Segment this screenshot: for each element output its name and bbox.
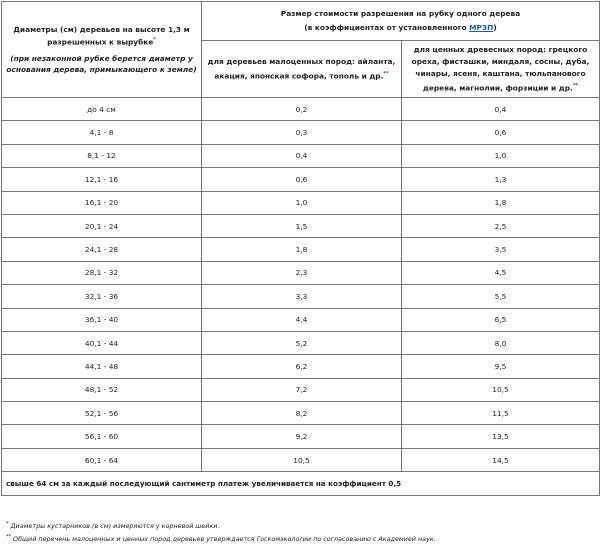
table-row [2,308,600,331]
footnote-1: * Диаметры кустарников (в см) измеряются у корневой шейки. [6,521,220,531]
valuable-cell: 13,5 [402,425,600,448]
table-row [2,261,600,284]
low-value-cell: 10,5 [202,448,402,471]
diameter-cell: 44,1 - 48 [2,355,202,378]
table-row [2,402,600,425]
cost-column-header [202,2,600,41]
valuable-cell: 0,6 [402,121,600,144]
footnote-marker[interactable]: ** [383,70,389,77]
footnotes [6,519,596,545]
diameter-cell: 56,1 - 60 [2,425,202,448]
diameter-cell: 12,1 - 16 [2,168,202,191]
diameter-cell: 36,1 - 40 [2,308,202,331]
diameter-column-header [2,2,202,98]
low-value-cell: 9,2 [202,425,402,448]
valuable-cell: 9,5 [402,355,600,378]
cost-header-subtitle: (в коэффициентах от установленного МРЗП) [304,23,497,32]
diameter-cell: 52,1 - 56 [2,402,202,425]
valuable-cell: 8,0 [402,331,600,354]
low-value-cell: 8,2 [202,402,402,425]
diameter-header-note: (при незаконной рубке берется диаметр у основания дерева, примыкающего к земле) [6,54,197,75]
table-row [2,238,600,261]
footnote-marker[interactable]: ** [572,82,579,89]
valuable-cell: 6,5 [402,308,600,331]
table-row [2,425,600,448]
table-row [2,378,600,401]
table-row [2,448,600,471]
diameter-cell: 60,1 - 64 [2,448,202,471]
low-value-cell: 1,5 [202,214,402,237]
low-value-cell: 0,4 [202,144,402,167]
valuable-cell: 10,5 [402,378,600,401]
table-row [2,191,600,214]
footnote-2: ** Общий перечень малоценных и ценных пород деревьев утверждается Госкомэкологии по согласованию с Академией наук. [6,534,436,544]
low-value-cell: 7,2 [202,378,402,401]
table-row [2,355,600,378]
low-value-cell: 1,0 [202,191,402,214]
low-value-cell: 2,3 [202,261,402,284]
diameter-cell: 4,1 - 8 [2,121,202,144]
table-row [2,98,600,121]
valuable-species-header: для ценных древесных пород: грецкого ореха, фисташки, миндаля, сосны, дуба, чинары, ясеня, каштана, тюльпанового дерева, магнолии, форзиции и др.** [402,41,600,98]
valuable-cell: 2,5 [402,214,600,237]
low-value-cell: 3,3 [202,285,402,308]
valuable-cell: 1,3 [402,168,600,191]
diameter-cell: 8,1 - 12 [2,144,202,167]
low-value-cell: 6,2 [202,355,402,378]
valuable-cell: 11,5 [402,402,600,425]
diameter-cell: 24,1 - 28 [2,238,202,261]
valuable-cell: 4,5 [402,261,600,284]
mrzp-link[interactable]: МРЗП [469,23,494,32]
valuable-cell: 5,5 [402,285,600,308]
footnote-marker[interactable]: * [153,36,156,43]
diameter-cell: 40,1 - 44 [2,331,202,354]
diameter-cell: 48,1 - 52 [2,378,202,401]
table-row [2,121,600,144]
diameter-cell: 28,1 - 32 [2,261,202,284]
low-value-cell: 1,8 [202,238,402,261]
table-row [2,285,600,308]
cost-header-title: Размер стоимости разрешения на рубку одного дерева [280,9,521,18]
table-row [2,214,600,237]
diameter-cell: до 4 см [2,98,202,121]
table-row [2,144,600,167]
valuable-cell: 0,4 [402,98,600,121]
valuable-cell: 1,0 [402,144,600,167]
low-value-cell: 0,3 [202,121,402,144]
rates-table [1,1,600,496]
low-value-cell: 0,2 [202,98,402,121]
valuable-cell: 14,5 [402,448,600,471]
valuable-cell: 3,5 [402,238,600,261]
diameter-cell: 32,1 - 36 [2,285,202,308]
table-row [2,331,600,354]
header-row [2,2,600,41]
low-value-species-header: для деревьев малоценных пород: айланта, акация, японская софора, тополь и др.** [202,41,402,98]
valuable-cell: 1,8 [402,191,600,214]
diameter-cell: 20,1 - 24 [2,214,202,237]
note-cell: свыше 64 см за каждый последующий сантиметр платеж увеличивается на коэффициент 0,5 [2,472,600,496]
low-value-cell: 4,4 [202,308,402,331]
low-value-cell: 5,2 [202,331,402,354]
diameter-cell: 16,1 - 20 [2,191,202,214]
low-value-cell: 0,6 [202,168,402,191]
diameter-header-title: Диаметры (см) деревьев на высоте 1,3 м разрешенных к вырубке [13,24,190,47]
table-row [2,168,600,191]
note-row [2,472,600,496]
